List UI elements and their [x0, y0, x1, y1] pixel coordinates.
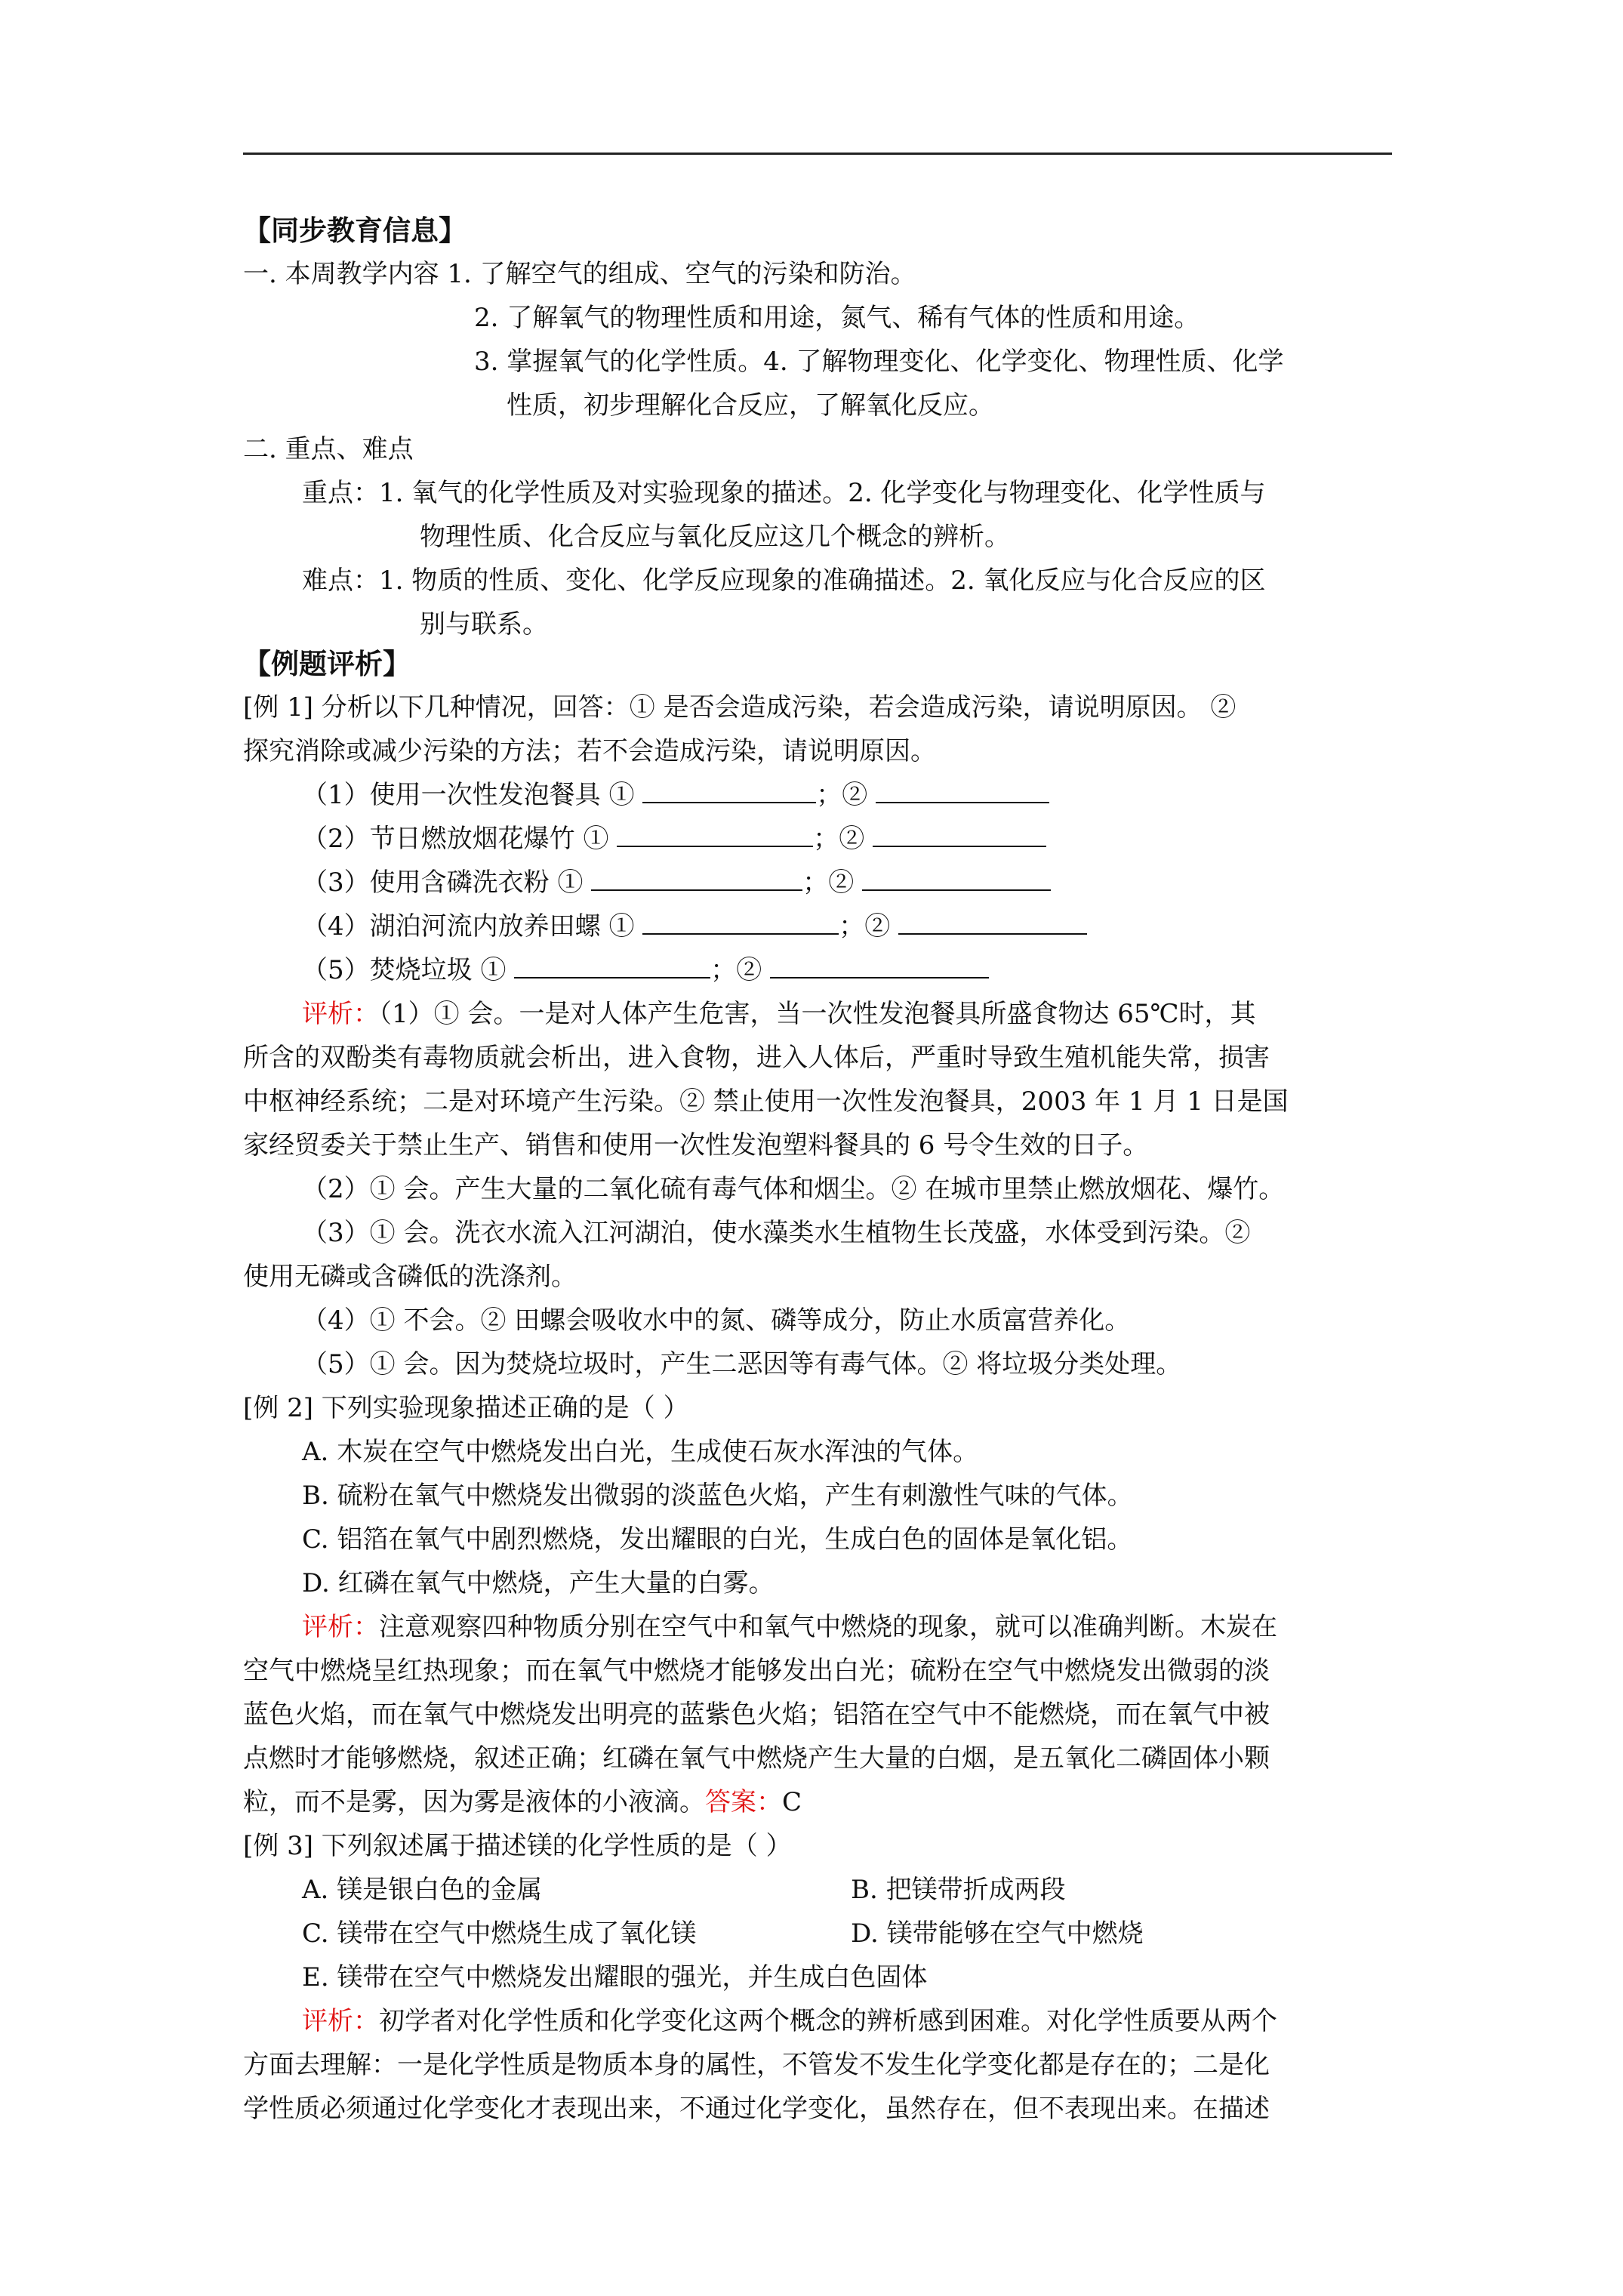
analysis-label: 评析：: [302, 999, 379, 1029]
example-1-analysis-line-2: 所含的双酚类有毒物质就会析出，进入食物，进入人体后，严重时导致生殖机能失常，损害: [243, 1043, 1270, 1073]
answer-blank[interactable]: [591, 867, 802, 891]
difficulty-line-2: 别与联系。: [420, 609, 548, 639]
example-3-option-e: E. 镁带在空气中燃烧发出耀眼的强光，并生成白色固体: [302, 1962, 928, 1992]
analysis-label: 评析：: [302, 1612, 379, 1642]
example-1-item-1: （1）使用一次性发泡餐具 ① ；②: [302, 778, 1049, 812]
answer-blank[interactable]: [514, 954, 710, 978]
teaching-content-line-1: 一. 本周教学内容 1. 了解空气的组成、空气的污染和防治。: [243, 259, 916, 289]
header-rule: [243, 153, 1392, 155]
example-2-option-a: A. 木炭在空气中燃烧发出白光，生成使石灰水浑浊的气体。: [302, 1437, 979, 1467]
example-2-option-c: C. 铝箔在氧气中剧烈燃烧，发出耀眼的白光，生成白色的固体是氧化铝。: [302, 1524, 1133, 1555]
example-1-analysis-line-8: （4）① 不会。② 田螺会吸收水中的氮、磷等成分，防止水质富营养化。: [302, 1305, 1131, 1336]
example-2-analysis-line-3: 蓝色火焰，而在氧气中燃烧发出明亮的蓝紫色火焰；铝箔在空气中不能燃烧，而在氧气中被: [243, 1700, 1270, 1730]
section-title-examples: 【例题评析】: [243, 647, 411, 680]
example-3-option-a: A. 镁是银白色的金属: [302, 1875, 543, 1905]
example-3-analysis-line-1: 评析：初学者对化学性质和化学变化这两个概念的辨析感到困难。对化学性质要从两个: [302, 2006, 1277, 2036]
key-point-line-1: 重点：1. 氧气的化学性质及对实验现象的描述。2. 化学变化与物理变化、化学性质与: [302, 478, 1266, 508]
key-points-heading: 二. 重点、难点: [243, 434, 414, 464]
example-2-question: [例 2] 下列实验现象描述正确的是（ ）: [243, 1393, 689, 1423]
key-point-line-2: 物理性质、化合反应与氧化反应这几个概念的辨析。: [420, 522, 1010, 552]
answer-blank[interactable]: [642, 779, 816, 803]
example-3-option-b: B. 把镁带折成两段: [851, 1875, 1066, 1905]
example-2-analysis-line-2: 空气中燃烧呈红热现象；而在氧气中燃烧才能够发出白光；硫粉在空气中燃烧发出微弱的淡: [243, 1656, 1270, 1686]
example-1-item-4: （4）湖泊河流内放养田螺 ① ；②: [302, 910, 1087, 943]
teaching-content-line-2: 2. 了解氧气的物理性质和用途，氮气、稀有气体的性质和用途。: [474, 303, 1200, 333]
example-3-analysis-line-3: 学性质必须通过化学变化才表现出来，不通过化学变化，虽然存在，但不表现出来。在描述: [243, 2094, 1270, 2124]
answer-blank[interactable]: [876, 779, 1049, 803]
answer-blank[interactable]: [770, 954, 989, 978]
section-title-sync-info: 【同步教育信息】: [243, 214, 467, 247]
teaching-content-line-4: 性质，初步理解化合反应，了解氧化反应。: [507, 390, 994, 421]
example-1-analysis-line-4: 家经贸委关于禁止生产、销售和使用一次性发泡塑料餐具的 6 号令生效的日子。: [243, 1130, 1149, 1160]
answer-label: 答案：: [705, 1787, 782, 1817]
example-1-item-5: （5）焚烧垃圾 ① ；②: [302, 954, 989, 987]
example-2-option-d: D. 红磷在氧气中燃烧，产生大量的白雾。: [302, 1568, 775, 1598]
example-1-analysis-line-3: 中枢神经系统；二是对环境产生污染。② 禁止使用一次性发泡餐具，2003 年 1 月 1 日是国: [243, 1086, 1289, 1117]
example-3-option-c: C. 镁带在空气中燃烧生成了氧化镁: [302, 1918, 697, 1949]
example-3-analysis-line-2: 方面去理解：一是化学性质是物质本身的属性，不管发不发生化学变化都是存在的；二是化: [243, 2050, 1270, 2080]
example-1-analysis-line-7: 使用无磷或含磷低的洗涤剂。: [243, 1262, 577, 1292]
example-1-analysis-line-9: （5）① 会。因为焚烧垃圾时，产生二恶因等有毒气体。② 将垃圾分类处理。: [302, 1349, 1182, 1379]
answer-value: C: [782, 1787, 802, 1817]
example-1-item-2: （2）节日燃放烟花爆竹 ① ；②: [302, 822, 1046, 855]
answer-blank[interactable]: [898, 911, 1087, 935]
analysis-label: 评析：: [302, 2006, 379, 2036]
answer-blank[interactable]: [873, 823, 1046, 847]
difficulty-line-1: 难点：1. 物质的性质、变化、化学反应现象的准确描述。2. 氧化反应与化合反应的区: [302, 566, 1266, 596]
teaching-content-line-3: 3. 掌握氧气的化学性质。4. 了解物理变化、化学变化、物理性质、化学: [474, 347, 1284, 377]
example-2-analysis-line-4: 点燃时才能够燃烧，叙述正确；红磷在氧气中燃烧产生大量的白烟，是五氧化二磷固体小颗: [243, 1743, 1270, 1774]
example-3-question: [例 3] 下列叙述属于描述镁的化学性质的是（ ）: [243, 1831, 792, 1861]
example-1-analysis-line-5: （2）① 会。产生大量的二氧化硫有毒气体和烟尘。② 在城市里禁止燃放烟花、爆竹。: [302, 1174, 1285, 1204]
example-1-analysis-line-6: （3）① 会。洗衣水流入江河湖泊，使水藻类水生植物生长茂盛，水体受到污染。②: [302, 1218, 1251, 1248]
example-1-question-line-1: [例 1] 分析以下几种情况，回答：① 是否会造成污染，若会造成污染，请说明原因。 ②: [243, 692, 1236, 723]
example-3-option-d: D. 镁带能够在空气中燃烧: [851, 1918, 1144, 1949]
example-1-item-3: （3）使用含磷洗衣粉 ① ；②: [302, 866, 1051, 899]
example-2-analysis-line-5: 粒，而不是雾，因为雾是液体的小液滴。答案：C: [243, 1787, 802, 1817]
example-1-analysis-line-1: 评析：（1）① 会。一是对人体产生危害，当一次性发泡餐具所盛食物达 65℃时，其: [302, 999, 1256, 1029]
answer-blank[interactable]: [642, 911, 839, 935]
example-2-option-b: B. 硫粉在氧气中燃烧发出微弱的淡蓝色火焰，产生有刺激性气味的气体。: [302, 1481, 1133, 1511]
answer-blank[interactable]: [617, 823, 813, 847]
example-1-question-line-2: 探究消除或减少污染的方法；若不会造成污染，请说明原因。: [243, 736, 936, 766]
example-2-analysis-line-1: 评析：注意观察四种物质分别在空气中和氧气中燃烧的现象，就可以准确判断。木炭在: [302, 1612, 1277, 1642]
answer-blank[interactable]: [862, 867, 1051, 891]
